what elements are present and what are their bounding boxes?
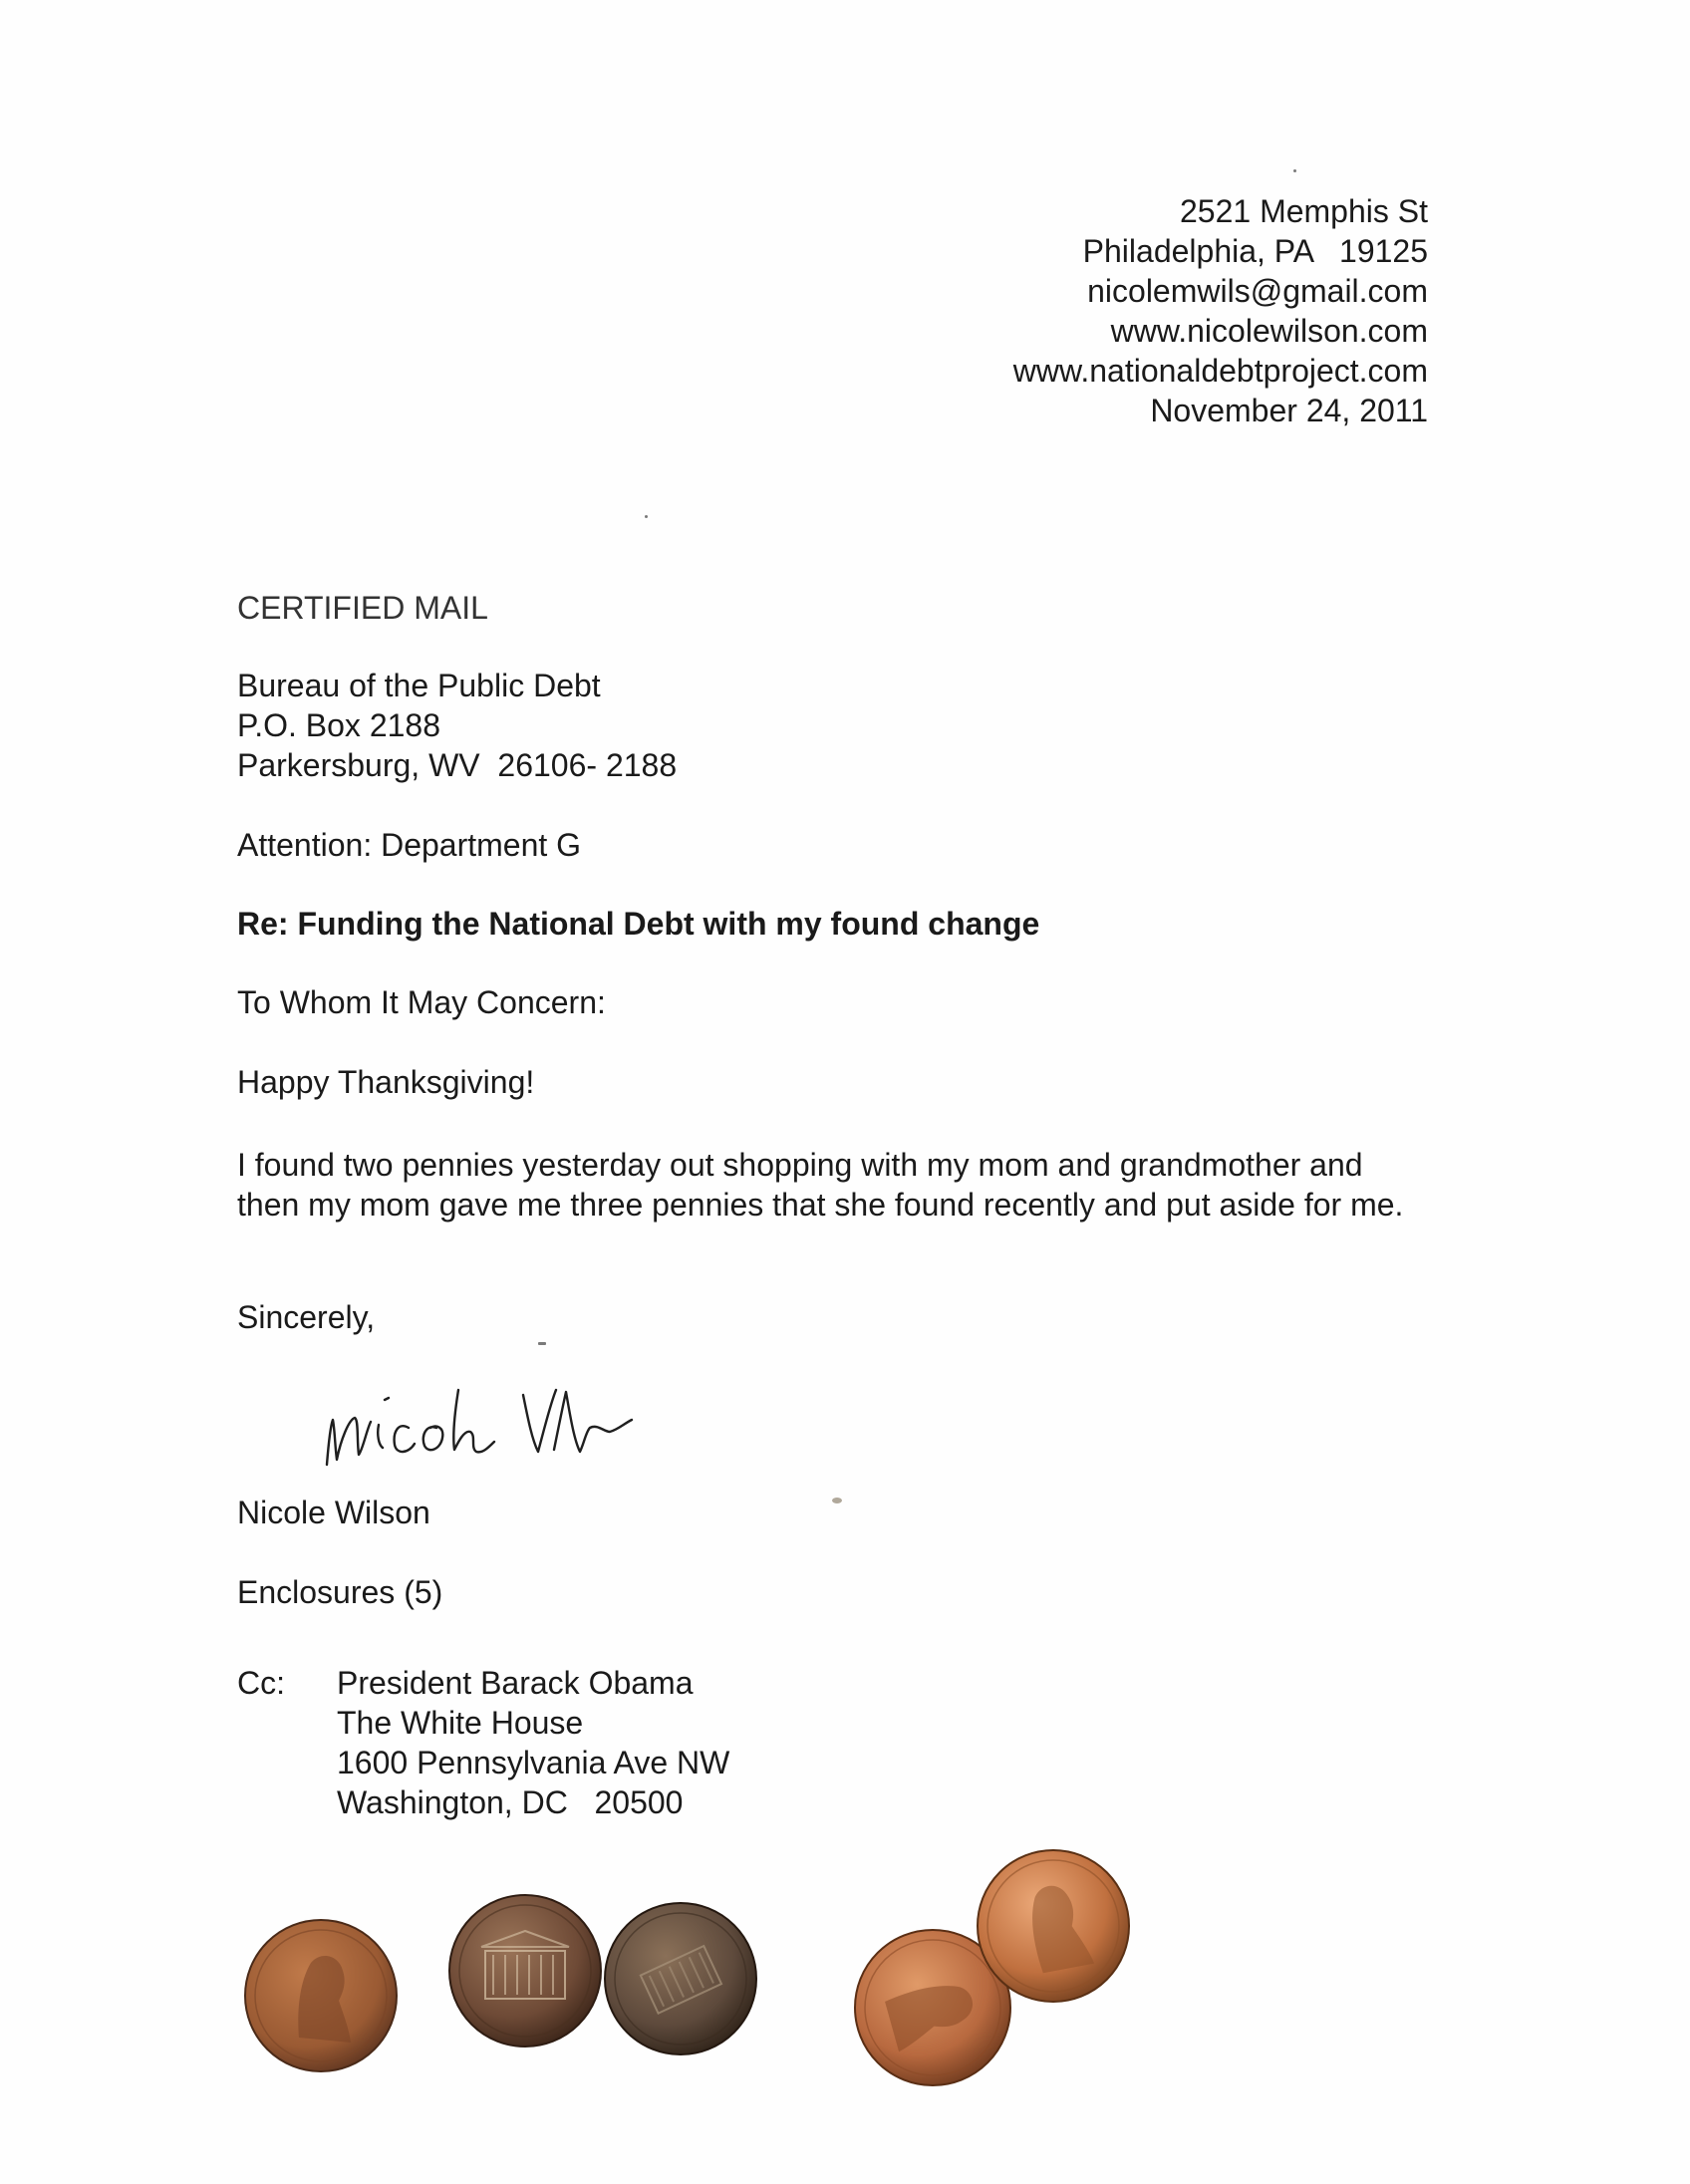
salutation: To Whom It May Concern: [237,984,606,1020]
sender-address-block [1013,191,1428,430]
penny-coin [449,1895,601,2047]
cc-organization: The White House [337,1705,584,1741]
sender-city-state-zip: Philadelphia, PA 19125 [1082,233,1428,269]
signer-name: Nicole Wilson [237,1495,430,1530]
sender-website-2: www.nationaldebtproject.com [1012,353,1428,389]
body-paragraph: I found two pennies yesterday out shopping with my mom and grandmother and then my mom gave me three pennies that she found recently and put aside for me. [237,1147,1404,1223]
subject-line: Re: Funding the National Debt with my found change [237,906,1040,942]
paper-speck [645,515,648,518]
recipient-name: Bureau of the Public Debt [237,668,601,703]
cc-name: President Barack Obama [337,1665,694,1701]
closing: Sincerely, [237,1299,376,1335]
greeting: Happy Thanksgiving! [237,1064,535,1100]
letter-date: November 24, 2011 [1150,393,1428,428]
recipient-city-state-zip: Parkersburg, WV 26106- 2188 [237,747,678,783]
penny-coin [978,1850,1129,2002]
paper-speck [1293,169,1296,172]
recipient-po-box: P.O. Box 2188 [237,707,440,743]
cc-city-state-zip: Washington, DC 20500 [337,1784,684,1820]
recipient-address-block [237,666,677,785]
cc-address-block [337,1663,729,1822]
sender-website-1: www.nicolewilson.com [1110,313,1428,349]
handwritten-signature [319,1370,737,1480]
sender-street: 2521 Memphis St [1179,193,1428,229]
cc-street: 1600 Pennsylvania Ave NW [337,1745,730,1780]
attention-line: Attention: Department G [237,827,582,863]
penny-coin [605,1903,756,2054]
paper-speck [832,1498,842,1503]
paper-speck [538,1342,546,1345]
enclosed-pennies [0,1833,1690,2184]
enclosures-line: Enclosures (5) [237,1574,443,1610]
penny-coin [245,1920,397,2071]
sender-email: nicolemwils@gmail.com [1087,273,1428,309]
mail-type: CERTIFIED MAIL [237,590,488,626]
cc-label: Cc: [237,1665,285,1701]
